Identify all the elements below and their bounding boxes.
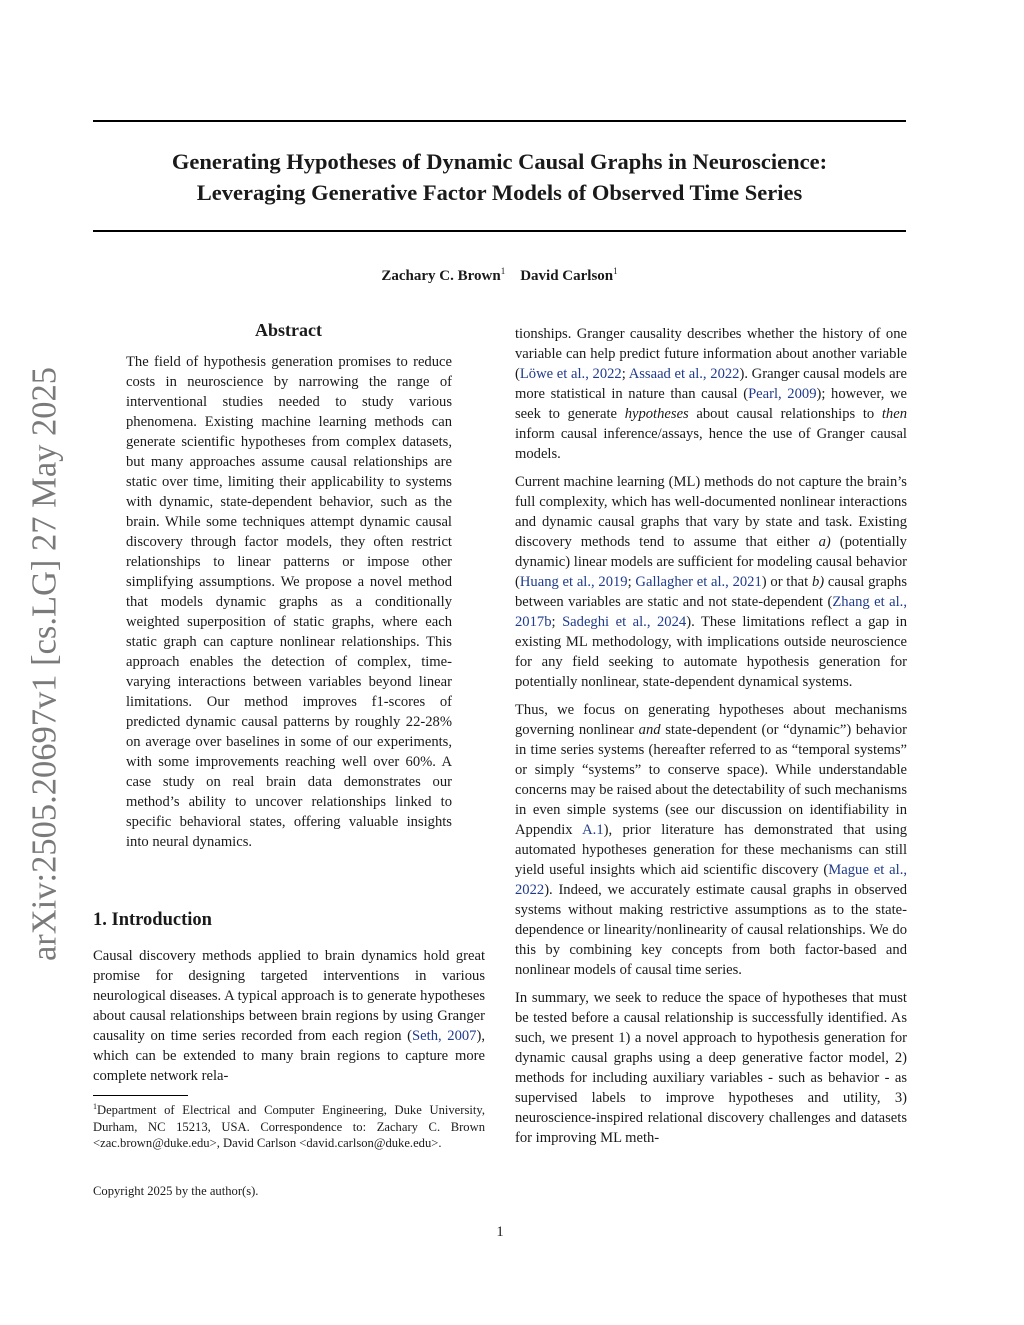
text-run: tionships. Granger causality describes whether the history of one variable can help predict future information about another variable ( [515,326,907,382]
citation-link[interactable]: Löwe et al., 2022 [519,366,622,382]
citation-link[interactable]: Sadeghi et al., 2024 [562,614,687,630]
text-run: Thus, we focus on generating hypotheses about mechanisms governing nonlinear [515,702,907,738]
text-run: Current machine learning (ML) methods do not capture the brain’s full complexity, which has well-documented nonlinear interactions and dynamic causal graphs that vary by state and task. Existing discovery methods tend to assume that either [515,474,907,550]
citation-link[interactable]: Huang et al., 2019 [519,574,628,590]
paragraph [515,324,907,464]
emphasis: hypotheses [624,406,689,422]
text-run: ), prior literature has demonstrated that using automated hypotheses generation for these mechanisms can still yield useful insights which aid scientific discovery ( [515,822,907,878]
section-heading-introduction: 1. Introduction [93,910,212,930]
page-number: 1 [496,1224,504,1240]
author-name: Zachary C. Brown [381,268,501,284]
text-run: ), which can be extended to many brain regions to capture more complete network rela- [93,1028,485,1084]
footnote-rule [93,1095,188,1096]
citation-link[interactable]: Mague et al., 2022 [515,862,908,898]
text-run: ) or that [761,574,812,590]
author-list [93,266,906,285]
copyright-notice: Copyright 2025 by the author(s). [93,1184,259,1198]
text-run: ). Indeed, we accurately estimate causal graphs in observed systems without making restrictive assumptions as to the state-dependence or linearity/nonlinearity of causal relationships. We do this by combining key concepts from both factor-based and nonlinear models of causal time series. [515,882,907,978]
text-run: Causal discovery methods applied to brain dynamics hold great promise for designing targeted interventions in various neurological diseases. A typical approach is to generate hypotheses about causal relationships between brain regions by using Granger causality on time series recorded from each region ( [93,948,485,1044]
text-run: about causal relationships to [688,406,882,422]
text-run: inform causal inference/assays, hence the use of Granger causal models. [515,426,907,462]
text-run: state-dependent (or “dynamic”) behavior in time series systems (hereafter referred to as “temporal systems” or simply “systems” to conserve space). While understandable concerns may be raised about the detectability of such mechanisms in even simple systems (see our discussion on identifiability in Appendix [515,722,907,838]
intro-paragraph [93,946,485,1086]
appendix-link[interactable]: A.1 [582,822,604,838]
paragraph [515,472,907,692]
text-run: ); however, we seek to generate [515,386,907,422]
abstract-heading: Abstract [255,320,322,340]
citation-link[interactable]: Seth, 2007 [412,1028,477,1044]
title-rule-bottom [93,230,906,232]
footnote-text: Department of Electrical and Computer Engineering, Duke University, Durham, NC 15213, USA. Correspondence to: Zachary C. Brown <zac.brown@duke.edu>, David Carlson <david.carlson@duke.edu>. [93,1103,485,1150]
emphasis: b) [811,574,825,590]
text-run: In summary, we seek to reduce the space of hypotheses that must be tested before a causal relationship is successfully identified. As such, we present 1) a novel approach to hypothesis generation for dynamic causal graphs using a deep generative factor model, 2) methods for including auxiliary variables - such as behavior - as supervised labels to improve hypotheses and utility, 3) neuroscience-inspired relational discovery challenges and datasets for improving ML meth- [515,990,907,1146]
emphasis: then [881,406,907,422]
footnote-affiliation [93,1099,485,1152]
title-rule-top [93,120,906,122]
citation-link[interactable]: Pearl, 2009 [748,386,817,402]
citation-link[interactable]: Gallagher et al., 2021 [635,574,762,590]
author-name: David Carlson [520,268,614,284]
paragraph [515,700,907,980]
text-run: ). These limitations reflect a gap in existing ML methodology, with implications outside neuroscience for any field seeking to automate hypothesis generation for potentially nonlinear, state-dependent dynamical systems. [515,614,908,690]
emphasis: a) [818,534,831,550]
citation-link[interactable]: Zhang et al., 2017b [515,594,907,630]
arxiv-identifier: arXiv:2505.20697v1 [cs.LG] 27 May 2025 [25,366,64,962]
text-run: (potentially dynamic) linear models are sufficient for modeling causal behavior ( [515,534,908,590]
title-line-1: Generating Hypotheses of Dynamic Causal Graphs in Neuroscience: [171,149,828,174]
paragraph [515,988,907,1148]
text-run: ; [551,614,563,630]
text-run: causal graphs between variables are static and not state-dependent ( [515,574,908,610]
emphasis: and [638,722,661,738]
author-affiliation-mark: 1 [613,266,618,276]
footnote-mark: 1 [93,1102,97,1111]
citation-link[interactable]: Assaad et al., 2022 [628,366,740,382]
text-run: ; [627,574,636,590]
title-line-2: Leveraging Generative Factor Models of Observed Time Series [196,180,803,205]
text-run: ; [621,366,629,382]
right-column [515,324,907,1156]
paper-title [93,146,906,208]
author-affiliation-mark: 1 [500,266,506,276]
text-run: ). Granger causal models are more statistical in nature than causal ( [515,366,907,402]
abstract-text: The field of hypothesis generation promises to reduce costs in neuroscience by narrowing the range of interventional studies needed to study various phenomena. Existing machine learning methods can generate scientific hypotheses from complex datasets, but many approaches assume causal relationships are static over time, limiting their applicability to systems with dynamic, state-dependent behavior, such as the brain. While some techniques attempt dynamic causal discovery through factor models, they often restrict relationships to linear patterns or impose other simplifying assumptions. We propose a novel method that models dynamic graphs as a conditionally weighted superposition of static graphs, where each static graph can capture nonlinear relationships. This approach enables the detection of complex, time-varying interactions between variables beyond linear limitations. Our method improves f1-scores of predicted dynamic causal patterns by roughly 22-28% on average over baselines in some of our experiments, with some improvements reaching well over 60%. A case study on real brain data demonstrates our method’s ability to uncover relationships linked to specific behavioral states, offering valuable insights into neural dynamics. [126,354,452,850]
arxiv-sidebar [2,366,64,962]
